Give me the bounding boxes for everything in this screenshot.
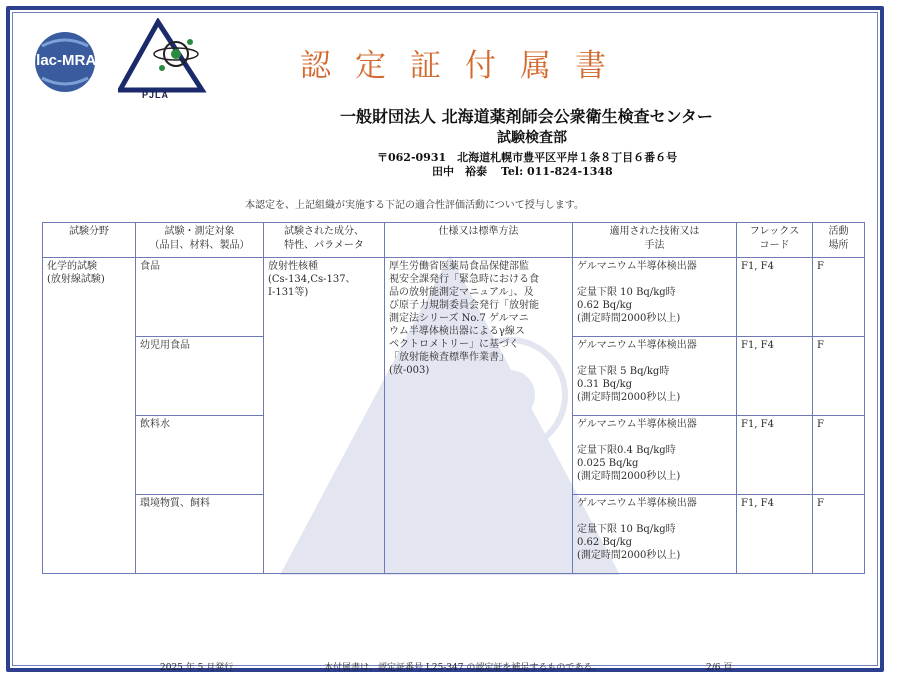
issue-date: 2025 年 5 月発行 bbox=[160, 663, 234, 673]
target-cell: 食品 bbox=[136, 258, 264, 337]
address: 〒062-0931 北海道札幌市豊平区平岸１条８丁目６番６号 bbox=[377, 151, 678, 164]
pjla-logo-text: PJLA bbox=[142, 90, 170, 100]
department-name: 試験検査部 bbox=[497, 130, 567, 146]
table-header-row bbox=[43, 223, 865, 258]
pjla-logo-icon bbox=[118, 18, 210, 96]
flex-code-cell: F1, F4 bbox=[737, 495, 813, 574]
contact-line bbox=[432, 163, 613, 179]
flex-code-cell: F1, F4 bbox=[737, 258, 813, 337]
technique-cell: ゲルマニウム半導体検出器 定量下限 5 Bq/kg時 0.31 Bq/kg (測定時間2000秒以上) bbox=[573, 337, 737, 416]
header-target: 試験・測定対象 （品目、材料、製品） bbox=[136, 223, 264, 258]
header-technique: 適用された技術又は 手法 bbox=[573, 223, 737, 258]
site-cell: F bbox=[813, 495, 865, 574]
page-number: 2/6 頁 bbox=[706, 663, 733, 673]
header-parameters: 試験された成分、 特性、パラメータ bbox=[264, 223, 385, 258]
page-title: 認定証付属書 bbox=[300, 48, 630, 84]
target-cell: 幼児用食品 bbox=[136, 337, 264, 416]
method-cell: 厚生労働省医薬局食品保健部監 視安全課発行「緊急時における食 品の放射能測定マニュアル」、及 び原子力規制委員会発行「放射能 測定法シリーズ No.7 ゲルマニ ウム半導体検出器によるγ線ス ペクトロメトリー」に基づく 「放射能検査標準作業書」 (放-003) bbox=[385, 258, 573, 574]
flex-code-cell: F1, F4 bbox=[737, 416, 813, 495]
header-site: 活動 場所 bbox=[813, 223, 865, 258]
target-cell: 飲料水 bbox=[136, 416, 264, 495]
technique-cell: ゲルマニウム半導体検出器 定量下限 10 Bq/kg時 0.62 Bq/kg (測定時間2000秒以上) bbox=[573, 495, 737, 574]
header-field: 試験分野 bbox=[43, 223, 136, 258]
header-method: 仕様又は標準方法 bbox=[385, 223, 573, 258]
footer-note: 本付属書は、認定証番号 L25-347 の認定証を補足するものである。 bbox=[324, 663, 602, 673]
field-cell: 化学的試験 (放射線試験) bbox=[43, 258, 136, 574]
contact-tel: Tel: 011-824-1348 bbox=[501, 165, 613, 178]
site-cell: F bbox=[813, 416, 865, 495]
technique-cell: ゲルマニウム半導体検出器 定量下限 10 Bq/kg時 0.62 Bq/kg (測定時間2000秒以上) bbox=[573, 258, 737, 337]
target-cell: 環境物質、飼料 bbox=[136, 495, 264, 574]
ilac-mra-logo-text: ilac-MRA bbox=[32, 52, 97, 69]
header-flex-code: フレックス コード bbox=[737, 223, 813, 258]
site-cell: F bbox=[813, 258, 865, 337]
site-cell: F bbox=[813, 337, 865, 416]
organization-name: 一般財団法人 北海道薬剤師会公衆衛生検査センター bbox=[340, 107, 713, 126]
contact-name: 田中 裕泰 bbox=[432, 165, 487, 178]
scope-table bbox=[42, 222, 865, 574]
technique-cell: ゲルマニウム半導体検出器 定量下限0.4 Bq/kg時 0.025 Bq/kg (測定時間2000秒以上) bbox=[573, 416, 737, 495]
flex-code-cell: F1, F4 bbox=[737, 337, 813, 416]
intro-statement: 本認定を、上記組織が実施する下記の適合性評価活動について授与します。 bbox=[245, 200, 584, 211]
parameters-cell: 放射性核種 (Cs-134,Cs-137、 I-131等) bbox=[264, 258, 385, 574]
table-row bbox=[43, 258, 865, 337]
